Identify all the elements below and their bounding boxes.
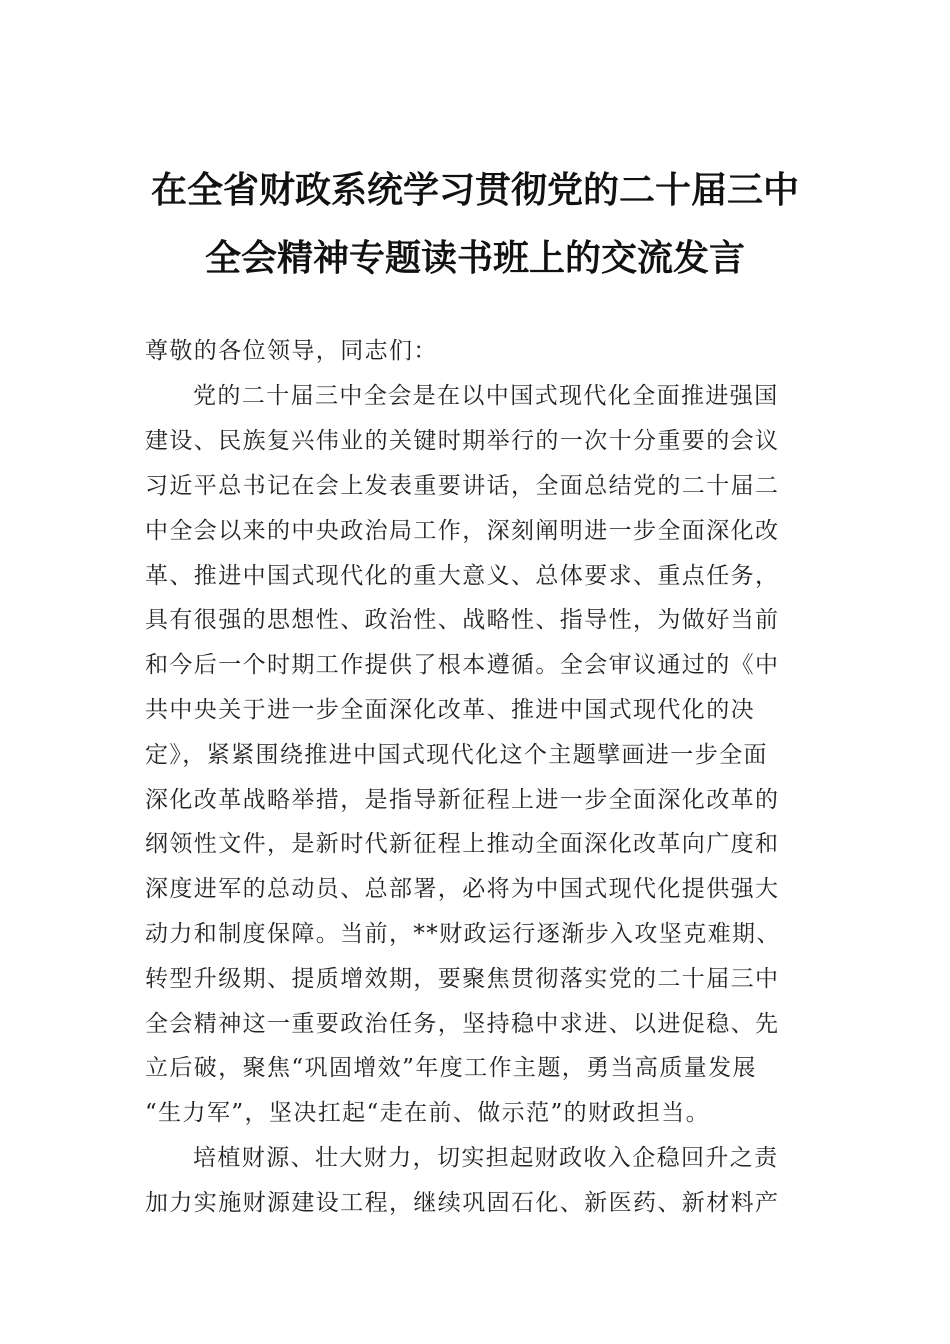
body-line: 转型升级期、提质增效期，要聚焦贯彻落实党的二十届三中 [145, 966, 780, 992]
body-line: “生力军”，坚决扛起“走在前、做示范”的财政担当。 [145, 1100, 711, 1126]
body-line: 立后破，聚焦“巩固增效”年度工作主题，勇当高质量发展 [145, 1055, 757, 1081]
document-title-line-1: 在全省财政系统学习贯彻党的二十届三中 [150, 169, 799, 211]
body-line: 深度进军的总动员、总部署，必将为中国式现代化提供强大 [145, 876, 780, 902]
body-line: 共中央关于进一步全面深化改革、推进中国式现代化的决 [145, 697, 755, 723]
body-line: 党的二十届三中全会是在以中国式现代化全面推进强国 [193, 383, 779, 409]
body-line: 革、推进中国式现代化的重大意义、总体要求、重点任务， [145, 563, 780, 589]
document-title-line-2: 全会精神专题读书班上的交流发言 [204, 237, 745, 279]
body-line: 动力和制度保障。当前，**财政运行逐渐步入攻坚克难期、 [145, 921, 781, 947]
body-line: 建设、民族复兴伟业的关键时期举行的一次十分重要的会议 [145, 428, 780, 454]
body-line: 全会精神这一重要政治任务，坚持稳中求进、以进促稳、先 [145, 1011, 780, 1037]
body-line: 具有很强的思想性、政治性、战略性、指导性，为做好当前 [145, 607, 780, 633]
body-line: 深化改革战略举措，是指导新征程上进一步全面深化改革的 [145, 787, 780, 813]
body-line: 习近平总书记在会上发表重要讲话，全面总结党的二十届二 [145, 473, 780, 499]
body-line: 和今后一个时期工作提供了根本遵循。全会审议通过的《中 [145, 652, 780, 678]
body-line: 纲领性文件，是新时代新征程上推动全面深化改革向广度和 [145, 831, 780, 857]
body-line: 定》，紧紧围绕推进中国式现代化这个主题擘画进一步全面 [145, 742, 768, 768]
salutation: 尊敬的各位领导，同志们： [145, 338, 438, 364]
body-line: 中全会以来的中央政治局工作，深刻阐明进一步全面深化改 [145, 518, 780, 544]
body-line: 培植财源、壮大财力，切实担起财政收入企稳回升之责 [193, 1145, 779, 1171]
body-line: 加力实施财源建设工程，继续巩固石化、新医药、新材料产 [145, 1190, 780, 1216]
